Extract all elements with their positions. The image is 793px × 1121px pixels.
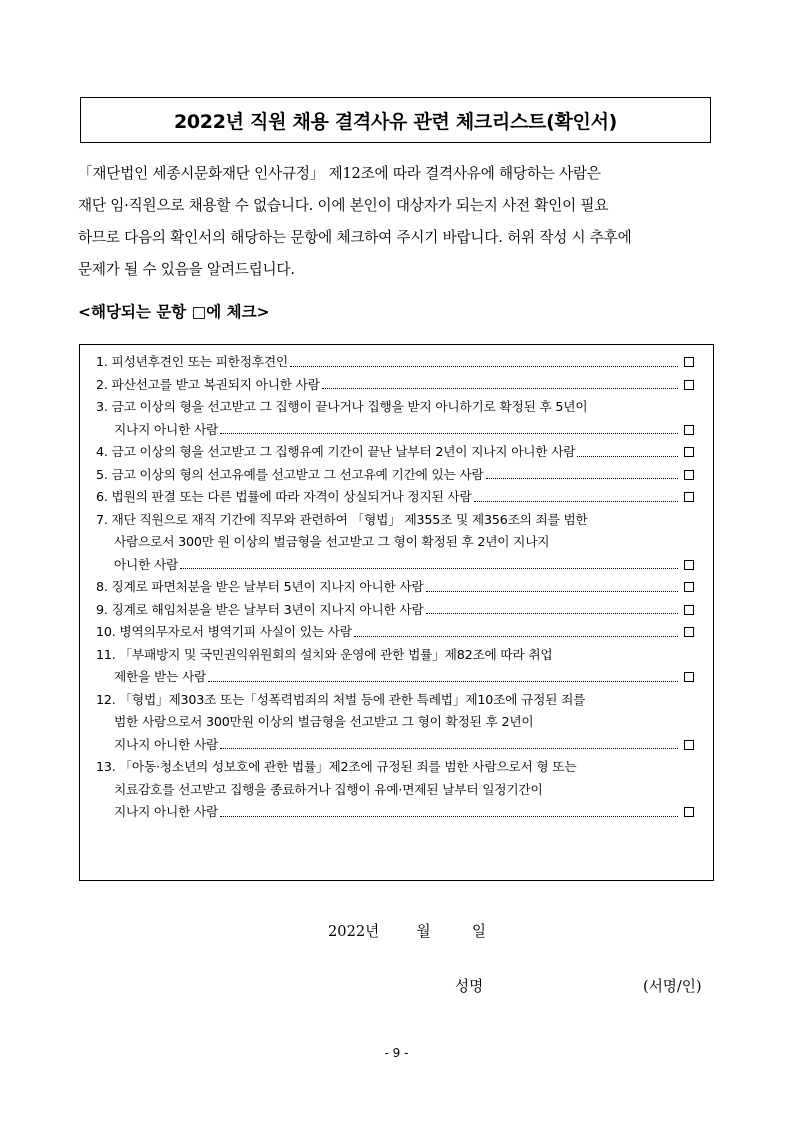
checkbox[interactable] bbox=[684, 582, 694, 592]
signature-label: 성명 bbox=[455, 978, 484, 995]
intro-line: 문제가 될 수 있음을 알려드립니다. bbox=[78, 261, 295, 278]
intro-line: 재단 임·직원으로 채용할 수 없습니다. 이에 본인이 대상자가 되는지 사전 확인이 필요 bbox=[78, 197, 609, 214]
checklist-item bbox=[96, 374, 696, 397]
title-box bbox=[80, 97, 711, 143]
item-text: 제한을 받는 사람 bbox=[114, 669, 207, 684]
checkbox[interactable] bbox=[684, 470, 694, 480]
date-day: 일 bbox=[471, 923, 487, 940]
item-text: 1. 피성년후견인 또는 피한정후견인 bbox=[96, 354, 288, 369]
checkbox[interactable] bbox=[684, 380, 694, 390]
item-text: 6. 법원의 판결 또는 다른 법률에 따라 자격이 상실되거나 정지된 사람 bbox=[96, 489, 472, 504]
checklist-item-continued bbox=[96, 666, 696, 689]
checklist-item bbox=[96, 441, 696, 464]
leader-dots bbox=[577, 456, 678, 457]
leader-dots bbox=[354, 636, 678, 637]
item-text: 지나지 아니한 사람 bbox=[114, 736, 219, 752]
date-month: 월 bbox=[416, 923, 431, 940]
checklist-item-continued bbox=[96, 554, 696, 577]
leader-dots bbox=[220, 816, 678, 817]
checklist-item-continued bbox=[96, 801, 696, 824]
checklist-item bbox=[96, 756, 696, 779]
item-text: 7. 재단 직원으로 재직 기간에 직무와 관련하여 「형법」 제355조 및 제356조의 죄를 범한 bbox=[96, 511, 588, 527]
leader-dots bbox=[208, 681, 678, 682]
checkbox[interactable] bbox=[684, 447, 694, 457]
item-text: 9. 징계로 해임처분을 받은 날부터 3년이 지나지 아니한 사람 bbox=[96, 601, 424, 617]
intro-paragraph bbox=[78, 158, 718, 286]
checklist-item bbox=[96, 644, 696, 667]
item-text: 지나지 아니한 사람 bbox=[114, 421, 219, 437]
checklist-item bbox=[96, 576, 696, 599]
checklist-item bbox=[96, 509, 696, 532]
checklist-item bbox=[96, 621, 696, 644]
checkbox[interactable] bbox=[684, 627, 694, 637]
item-text: 치료감호를 선고받고 집행을 종료하거나 집행이 유예·면제된 날부터 일정기간이 bbox=[114, 781, 543, 797]
item-text: 10. 병역의무자로서 병역기피 사실이 있는 사람 bbox=[96, 624, 352, 639]
checklist-item bbox=[96, 351, 696, 374]
item-text: 5. 금고 이상의 형의 선고유예를 선고받고 그 선고유예 기간에 있는 사람 bbox=[96, 466, 484, 482]
checklist-item bbox=[96, 396, 696, 419]
checkbox[interactable] bbox=[684, 807, 694, 817]
item-text: 아니한 사람 bbox=[114, 556, 179, 572]
leader-dots bbox=[426, 591, 678, 592]
leader-dots bbox=[220, 748, 678, 749]
checklist-item-continued bbox=[96, 779, 696, 802]
checklist-item bbox=[96, 689, 696, 712]
leader-dots bbox=[322, 388, 678, 389]
item-text: 4. 금고 이상의 형을 선고받고 그 집행유예 기간이 끝난 날부터 2년이 지나지 아니한 사람 bbox=[96, 444, 576, 459]
document-title: 2022년 직원 채용 결격사유 관련 체크리스트(확인서) bbox=[173, 110, 618, 133]
checklist-item bbox=[96, 464, 696, 487]
checklist-item-continued bbox=[96, 711, 696, 734]
item-text: 범한 사람으로서 300만원 이상의 벌금형을 선고받고 그 형이 확정된 후 2년이 bbox=[114, 714, 534, 729]
item-text: 12. 「형법」제303조 또는「성폭력범죄의 처벌 등에 관한 특례법」제10조에 규정된 죄를 bbox=[96, 691, 586, 707]
leader-dots bbox=[290, 366, 678, 367]
item-text: 지나지 아니한 사람 bbox=[114, 804, 219, 819]
leader-dots bbox=[426, 613, 678, 614]
leader-dots bbox=[180, 568, 678, 569]
checklist-item-continued bbox=[96, 419, 696, 442]
signature-mark[interactable]: (서명/인) bbox=[643, 978, 702, 995]
item-text: 사람으로서 300만 원 이상의 벌금형을 선고받고 그 형이 확정된 후 2년이 지나지 bbox=[114, 534, 550, 549]
leader-dots bbox=[474, 501, 678, 502]
date-year: 2022년 bbox=[328, 923, 380, 940]
item-text: 11. 「부패방지 및 국민권익위원회의 설치와 운영에 관한 법률」제82조에 따라 취업 bbox=[96, 646, 553, 662]
date-line bbox=[328, 920, 486, 941]
intro-line: 하므로 다음의 확인서의 해당하는 문항에 체크하여 주시기 바랍니다. 허위 작성 시 추후에 bbox=[78, 229, 632, 246]
checklist-item-continued bbox=[96, 531, 696, 554]
checkbox[interactable] bbox=[684, 560, 694, 570]
item-text: 3. 금고 이상의 형을 선고받고 그 집행이 끝나거나 집행을 받지 아니하기로 확정된 후 5년이 bbox=[96, 399, 588, 414]
intro-line: 「재단법인 세종시문화재단 인사규정」 제12조에 따라 결격사유에 해당하는 사람은 bbox=[78, 165, 601, 182]
checkbox[interactable] bbox=[684, 740, 694, 750]
item-text: 8. 징계로 파면처분을 받은 날부터 5년이 지나지 아니한 사람 bbox=[96, 579, 424, 594]
checklist-item-continued bbox=[96, 734, 696, 757]
checkbox[interactable] bbox=[684, 605, 694, 615]
checklist-item bbox=[96, 486, 696, 509]
checklist-box bbox=[79, 344, 714, 881]
leader-dots bbox=[220, 433, 678, 434]
item-text: 2. 파산선고를 받고 복권되지 아니한 사람 bbox=[96, 376, 320, 392]
page-number: - 9 - bbox=[384, 1046, 409, 1060]
checkbox[interactable] bbox=[684, 357, 694, 367]
checkbox[interactable] bbox=[684, 492, 694, 502]
checkbox[interactable] bbox=[684, 672, 694, 682]
leader-dots bbox=[486, 478, 678, 479]
checklist-item bbox=[96, 599, 696, 622]
item-text: 13. 「아동·청소년의 성보호에 관한 법률」제2조에 규정된 죄를 범한 사람으로서 형 또는 bbox=[96, 759, 577, 774]
checkbox[interactable] bbox=[684, 425, 694, 435]
check-heading: <해당되는 문항 □에 체크> bbox=[78, 303, 270, 321]
